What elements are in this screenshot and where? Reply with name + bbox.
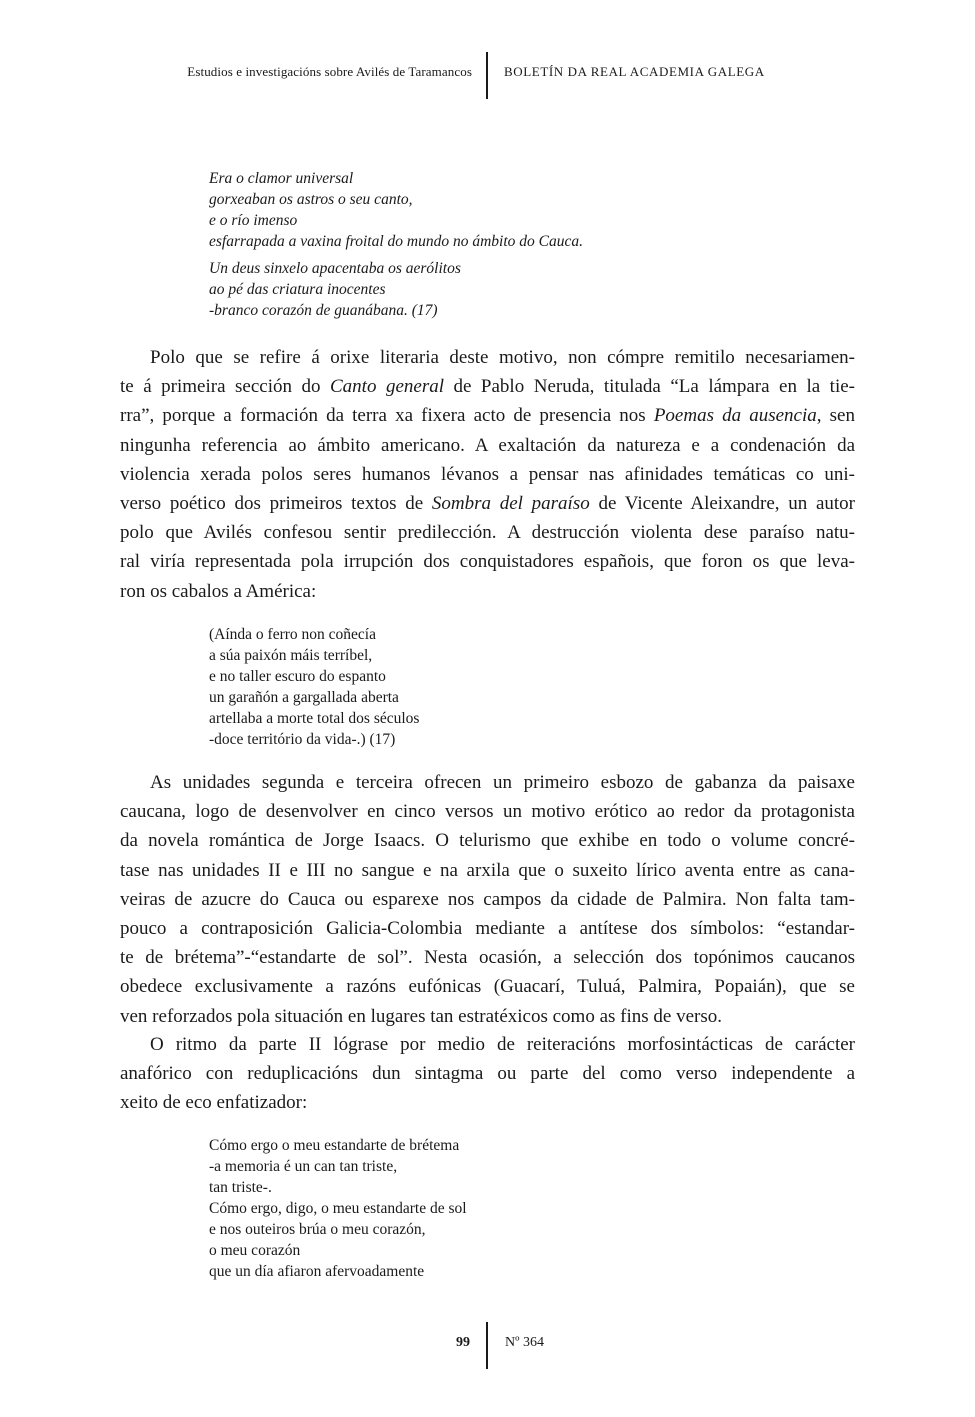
verse-line: Era o clamor universal — [209, 170, 354, 187]
body-paragraph-2 — [120, 768, 855, 1031]
verse-line: un garañón a gargallada aberta — [209, 689, 399, 706]
paragraph-line: ron os cabalos a América: — [120, 580, 317, 602]
paragraph-line: Polo que se refire á orixe literaria deste motivo, non cómpre remitilo necesariamen- — [150, 347, 855, 368]
italic-title: Poemas da ausencia — [653, 405, 817, 427]
body-paragraph-1 — [120, 343, 855, 606]
poem-quote-2 — [209, 624, 419, 750]
paragraph-line: xeito de eco enfatizador: — [120, 1092, 308, 1114]
paragraph-line: te á primeira sección do Canto general de Pablo Neruda, titulada “La lámpara en la tie- — [120, 376, 855, 398]
paragraph-line: veiras de azucre do Cauca ou esparexe nos campos da cidade de Palmira. Non falta tam- — [120, 888, 855, 910]
body-paragraph-3 — [120, 1030, 855, 1118]
page-number: 99 — [456, 1335, 470, 1350]
paragraph-line: da novela romántica de Jorge Isaacs. O telurismo que exhibe en todo o volume concré- — [120, 830, 855, 852]
verse-line: que un día afiaron afervoadamente — [209, 1263, 425, 1280]
paragraph-line: te de brétema”-“estandarte de sol”. Nesta ocasión, a selección dos topónimos caucanos — [120, 947, 855, 969]
paragraph-line: polo que Avilés confesou sentir predilección. A destrucción violenta dese paraíso natu- — [120, 522, 855, 544]
header-journal-title: BOLETÍN DA REAL ACADEMIA GALEGA — [504, 64, 765, 79]
paragraph-line: caucana, logo de desenvolver en cinco versos un motivo erótico ao redor da protagonista — [120, 801, 855, 823]
issue-number: Nº 364 — [505, 1335, 544, 1350]
verse-line: tan triste-. — [209, 1179, 272, 1196]
verse-line: (Aínda o ferro non coñecía — [209, 626, 376, 643]
verse-line: artellaba a morte total dos séculos — [209, 710, 420, 727]
verse-line: e no taller escuro do espanto — [209, 668, 386, 685]
poem-quote-3 — [209, 1135, 467, 1282]
italic-title: Sombra del paraíso — [431, 493, 590, 515]
paragraph-line: rra”, porque a formación da terra xa fixera acto de presencia nos Poemas da ausencia, sen — [120, 405, 855, 427]
verse-line: esfarrapada a vaxina froital do mundo no ámbito do Cauca. — [209, 233, 583, 250]
verse-line: -doce território da vida-.) (17) — [209, 731, 396, 748]
header-divider — [486, 52, 488, 99]
footer-divider — [486, 1322, 488, 1369]
paragraph-line: verso poético dos primeiros textos de Sombra del paraíso de Vicente Aleixandre, un autor — [120, 493, 855, 515]
verse-line: Un deus sinxelo apacentaba os aerólitos — [209, 260, 461, 277]
italic-title: Canto general — [330, 376, 444, 398]
verse-line: o meu corazón — [209, 1242, 301, 1259]
paragraph-line: O ritmo da parte II lógrase por medio de reiteracións morfosintácticas de carácter — [150, 1034, 855, 1055]
paragraph-line: ral viría representada pola irrupción dos conquistadores españois, que foron os que leva- — [120, 551, 855, 573]
paragraph-line: anafórico con reduplicacións dun sintagma ou parte del como verso independente a — [120, 1063, 855, 1085]
verse-line: e nos outeiros brúa o meu corazón, — [209, 1221, 426, 1238]
paragraph-line: tase nas unidades II e III no sangue e na arxila que o suxeito lírico aventa entre as cana- — [120, 859, 855, 881]
paragraph-line: obedece exclusivamente a razóns eufónicas (Guacarí, Tuluá, Palmira, Popaián), que se — [120, 976, 855, 998]
verse-line: e o río imenso — [209, 212, 298, 229]
paragraph-line: pouco a contraposición Galicia-Colombia mediante a antítese dos símbolos: “estandar- — [120, 918, 855, 940]
running-header — [0, 52, 975, 99]
verse-line: Cómo ergo o meu estandarte de brétema — [209, 1137, 460, 1154]
verse-line: -branco corazón de guanábana. (17) — [209, 302, 438, 319]
verse-line: Cómo ergo, digo, o meu estandarte de sol — [209, 1200, 467, 1217]
verse-line: -a memoria é un can tan triste, — [209, 1158, 398, 1175]
verse-line: a súa paixón máis terríbel, — [209, 647, 373, 664]
paragraph-line: violencia xerada polos seres humanos lévanos a pensar nas afinidades temáticas co uni- — [120, 463, 855, 485]
paragraph-line: ningunha referencia ao ámbito americano. A exaltación da natureza e a condenación da — [120, 434, 855, 456]
poem-quote-1 — [209, 168, 583, 321]
verse-line: gorxeaban os astros o seu canto, — [209, 191, 413, 208]
running-footer — [0, 1322, 975, 1369]
verse-line: ao pé das criatura inocentes — [209, 281, 386, 298]
paragraph-line: ven reforzados pola situación en lugares tan estratéxicos como as fins de verso. — [120, 1005, 722, 1027]
header-book-title: Estudios e investigacións sobre Avilés de Taramancos — [187, 64, 472, 79]
paragraph-line: As unidades segunda e terceira ofrecen un primeiro esbozo de gabanza da paisaxe — [150, 772, 855, 793]
